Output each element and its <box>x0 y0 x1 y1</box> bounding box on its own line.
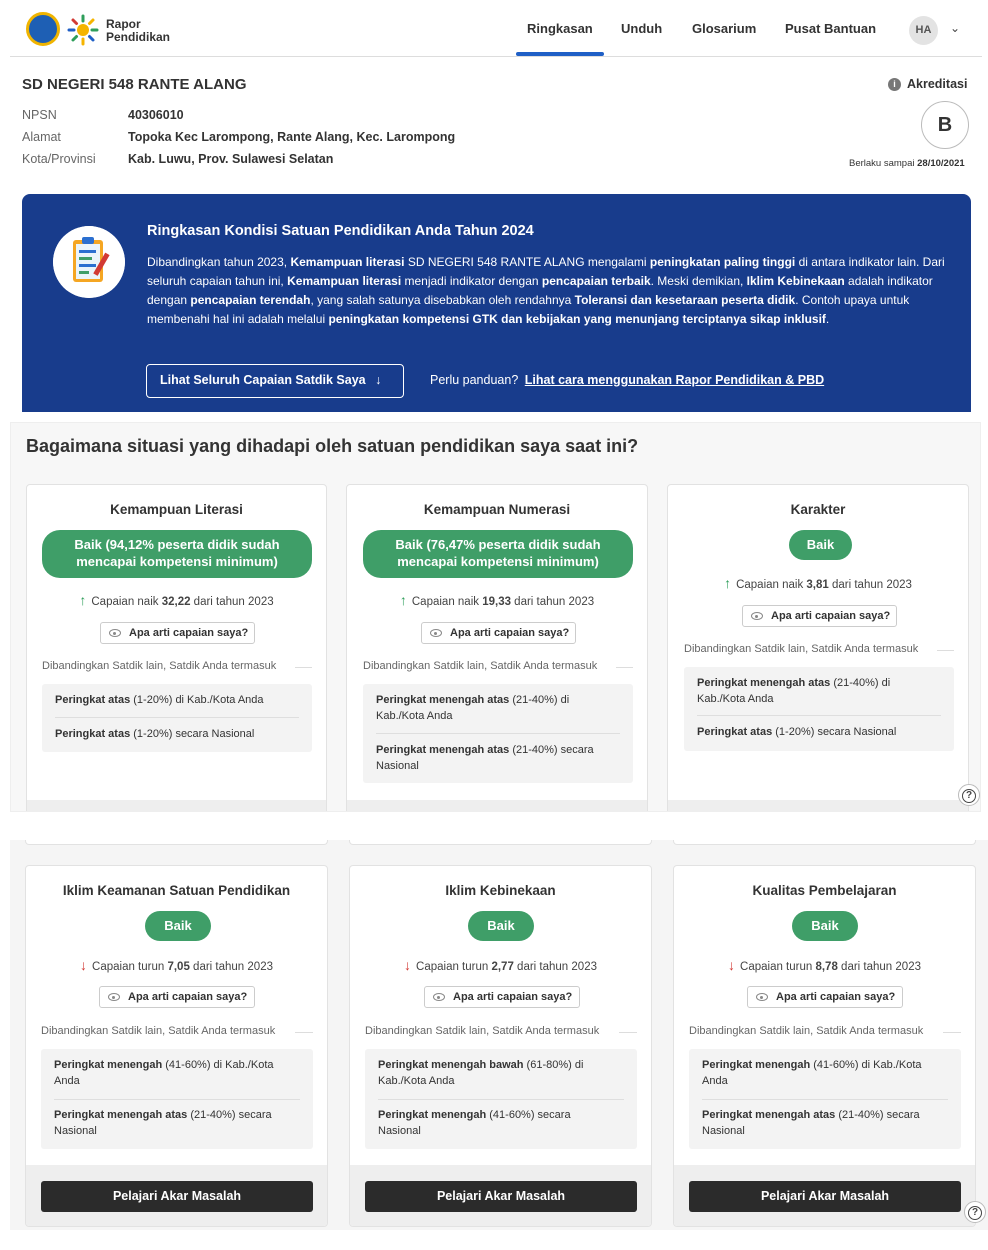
card-edge <box>25 840 328 845</box>
rank-kab: Peringkat atas (1-20%) di Kab./Kota Anda <box>55 694 264 706</box>
banner-text-segment: adalah indikator dengan <box>147 274 933 307</box>
divider <box>616 667 633 668</box>
change-indicator: ↑ Capaian naik 32,22 dari tahun 2023 <box>79 592 274 608</box>
divider <box>295 1032 313 1033</box>
nav-ringkasan[interactable]: Ringkasan <box>527 21 593 36</box>
card-kualitas-pembelajaran <box>673 865 976 1227</box>
situation-section-bottom <box>10 840 988 1230</box>
card-footer <box>668 800 968 812</box>
banner-text-segment: Dibandingkan tahun 2023, <box>147 255 291 269</box>
divider <box>54 1099 300 1100</box>
top-navbar <box>10 0 982 57</box>
eye-icon <box>109 629 121 637</box>
clipboard-report-icon <box>53 226 125 298</box>
divider <box>619 1032 637 1033</box>
card-kemampuan-numerasi <box>346 484 648 812</box>
arrow-down-icon: ↓ <box>80 957 88 973</box>
eye-icon <box>430 629 442 637</box>
apa-arti-button[interactable]: Apa arti capaian saya? <box>99 986 255 1008</box>
rank-nasional: Peringkat menengah atas (21-40%) secara Nasional <box>702 1109 920 1137</box>
npsn-label: NPSN <box>22 108 57 122</box>
summary-banner <box>22 194 971 412</box>
divider <box>943 1032 961 1033</box>
apa-arti-button[interactable]: Apa arti capaian saya? <box>747 986 903 1008</box>
status-badge: Baik (76,47% peserta didik sudah mencapai kompetensi minimum) <box>363 530 633 578</box>
pelajari-akar-masalah-button[interactable]: Pelajari Akar Masalah <box>689 1181 961 1212</box>
card-iklim-keamanan <box>25 865 328 1227</box>
rank-kab: Peringkat menengah (41-60%) di Kab./Kota Anda <box>54 1059 274 1087</box>
info-icon[interactable]: i <box>888 78 901 91</box>
arrow-up-icon: ↑ <box>724 575 732 591</box>
compare-label: Dibandingkan Satdik lain, Satdik Anda termasuk <box>42 660 277 672</box>
status-badge: Baik (94,12% peserta didik sudah mencapai kompetensi minimum) <box>42 530 312 578</box>
nav-glosarium[interactable]: Glosarium <box>692 21 757 36</box>
change-indicator: ↓ Capaian turun 2,77 dari tahun 2023 <box>404 957 597 973</box>
card-iklim-kebinekaan <box>349 865 652 1227</box>
rank-box <box>42 684 312 752</box>
rank-box <box>41 1049 313 1149</box>
nav-active-indicator <box>516 52 604 56</box>
section-title: Bagaimana situasi yang dihadapi oleh satuan pendidikan saya saat ini? <box>26 436 639 456</box>
compare-label: Dibandingkan Satdik lain, Satdik Anda termasuk <box>684 643 919 655</box>
arrow-up-icon: ↑ <box>399 592 407 608</box>
compare-label: Dibandingkan Satdik lain, Satdik Anda termasuk <box>41 1025 276 1037</box>
rank-kab: Peringkat menengah bawah (61-80%) di Kab./Kota Anda <box>378 1059 584 1087</box>
question-circle-icon[interactable]: ? <box>964 1201 986 1223</box>
guide-link[interactable]: Lihat cara menggunakan Rapor Pendidikan & PBD <box>524 373 825 387</box>
rank-box <box>684 667 954 751</box>
status-badge: Baik <box>145 911 211 941</box>
rank-box <box>365 1049 637 1149</box>
card-title: Karakter <box>790 502 846 517</box>
arrow-up-icon: ↑ <box>79 592 87 608</box>
card-edge <box>349 840 652 845</box>
school-name: SD NEGERI 548 RANTE ALANG <box>22 76 247 93</box>
card-title: Iklim Keamanan Satuan Pendidikan <box>62 883 291 898</box>
card-karakter <box>667 484 969 812</box>
divider <box>378 1099 624 1100</box>
akreditasi-label[interactable]: i Akreditasi <box>888 77 967 91</box>
arrow-down-icon: ↓ <box>375 373 382 387</box>
chevron-down-icon[interactable]: ⌄ <box>950 21 961 35</box>
banner-text-segment: , yang salah satunya disebabkan oleh rendahnya <box>310 293 575 307</box>
rank-nasional: Peringkat menengah atas (21-40%) secara Nasional <box>376 744 594 772</box>
akreditasi-validity: Berlaku sampai 28/10/2021 <box>849 158 965 169</box>
rank-nasional: Peringkat menengah (41-60%) secara Nasional <box>378 1109 571 1137</box>
banner-text-segment: Toleransi dan kesetaraan peserta didik <box>574 293 796 307</box>
banner-text-segment: pencapaian terendah <box>190 293 311 307</box>
change-indicator: ↓ Capaian turun 8,78 dari tahun 2023 <box>728 957 921 973</box>
user-avatar[interactable]: HA <box>909 16 938 45</box>
banner-text-segment: . <box>825 312 830 326</box>
apa-arti-button[interactable]: Apa arti capaian saya? <box>424 986 580 1008</box>
divider <box>697 715 941 716</box>
lihat-capaian-button[interactable]: Lihat Seluruh Capaian Satdik Saya ↓ <box>146 364 404 398</box>
rank-kab: Peringkat menengah atas (21-40%) di Kab./Kota Anda <box>697 677 891 705</box>
kota-label: Kota/Provinsi <box>22 152 96 166</box>
banner-text-segment: menjadi indikator dengan <box>401 274 542 288</box>
divider <box>295 667 312 668</box>
banner-text-segment: Kemampuan literasi <box>290 255 405 269</box>
divider <box>937 650 954 651</box>
banner-help: Perlu panduan? Lihat cara menggunakan Rapor Pendidikan & PBD <box>430 373 825 387</box>
banner-text-segment: . Contoh upaya untuk membenahi hal ini adalah melalui <box>147 293 910 326</box>
apa-arti-button[interactable]: Apa arti capaian saya? <box>100 622 255 644</box>
kota-value: Kab. Luwu, Prov. Sulawesi Selatan <box>128 152 334 166</box>
status-badge: Baik <box>789 530 852 560</box>
card-title: Kemampuan Literasi <box>110 502 243 517</box>
apa-arti-button[interactable]: Apa arti capaian saya? <box>421 622 576 644</box>
akreditasi-grade-badge: B <box>921 101 969 149</box>
card-footer <box>27 800 326 812</box>
divider <box>376 733 620 734</box>
rank-nasional: Peringkat menengah atas (21-40%) secara Nasional <box>54 1109 272 1137</box>
rank-box <box>689 1049 961 1149</box>
eye-icon <box>433 993 445 1001</box>
rank-kab: Peringkat menengah (41-60%) di Kab./Kota Anda <box>702 1059 922 1087</box>
card-edge <box>673 840 976 845</box>
change-indicator: ↑ Capaian naik 19,33 dari tahun 2023 <box>399 592 595 608</box>
alamat-value: Topoka Kec Larompong, Rante Alang, Kec. Larompong <box>128 130 456 144</box>
nav-pusat-bantuan[interactable]: Pusat Bantuan <box>785 21 877 36</box>
school-header-panel <box>10 0 982 412</box>
banner-text-segment: peningkatan kompetensi GTK dan kebijakan yang menunjang terciptanya sikap inklusif <box>328 312 826 326</box>
eye-icon <box>108 993 120 1001</box>
change-indicator: ↑ Capaian naik 3,81 dari tahun 2023 <box>724 575 912 591</box>
card-title: Iklim Kebinekaan <box>445 883 556 898</box>
rank-kab: Peringkat menengah atas (21-40%) di Kab./Kota Anda <box>376 694 570 722</box>
banner-summary-text <box>147 253 947 329</box>
divider <box>55 717 299 718</box>
arrow-down-icon: ↓ <box>404 957 412 973</box>
card-footer <box>347 800 647 812</box>
rank-nasional: Peringkat atas (1-20%) secara Nasional <box>697 726 897 738</box>
banner-text-segment: SD NEGERI 548 RANTE ALANG mengalami <box>404 255 650 269</box>
arrow-down-icon: ↓ <box>728 957 736 973</box>
banner-text-segment: peningkatan paling tinggi <box>649 255 796 269</box>
situation-section-top <box>10 422 981 812</box>
rapor-sun-logo <box>67 14 99 46</box>
banner-text-segment: Iklim Kebinekaan <box>746 274 845 288</box>
question-circle-icon[interactable]: ? <box>958 784 980 806</box>
banner-text-segment: . Meski demikian, <box>650 274 747 288</box>
alamat-label: Alamat <box>22 130 61 144</box>
card-kemampuan-literasi <box>26 484 327 812</box>
card-title: Kemampuan Numerasi <box>423 502 571 517</box>
eye-icon <box>751 612 763 620</box>
npsn-value: 40306010 <box>128 108 184 122</box>
eye-icon <box>756 993 768 1001</box>
brand-name: Rapor Pendidikan <box>106 17 171 44</box>
divider <box>702 1099 948 1100</box>
banner-text-segment: Kemampuan literasi <box>287 274 402 288</box>
apa-arti-button[interactable]: Apa arti capaian saya? <box>742 605 897 627</box>
banner-text-segment: pencapaian terbaik <box>541 274 651 288</box>
rank-nasional: Peringkat atas (1-20%) secara Nasional <box>55 728 255 740</box>
pelajari-akar-masalah-button[interactable]: Pelajari Akar Masalah <box>365 1181 637 1212</box>
rank-box <box>363 684 633 783</box>
compare-label: Dibandingkan Satdik lain, Satdik Anda termasuk <box>689 1025 924 1037</box>
change-indicator: ↓ Capaian turun 7,05 dari tahun 2023 <box>80 957 273 973</box>
status-badge: Baik <box>792 911 858 941</box>
compare-label: Dibandingkan Satdik lain, Satdik Anda termasuk <box>365 1025 600 1037</box>
nav-unduh[interactable]: Unduh <box>621 21 663 36</box>
card-title: Kualitas Pembelajaran <box>752 883 897 898</box>
pelajari-akar-masalah-button[interactable]: Pelajari Akar Masalah <box>41 1181 313 1212</box>
tut-wuri-logo <box>26 12 60 46</box>
banner-title: Ringkasan Kondisi Satuan Pendidikan Anda Tahun 2024 <box>147 223 534 239</box>
compare-label: Dibandingkan Satdik lain, Satdik Anda termasuk <box>363 660 598 672</box>
status-badge: Baik <box>468 911 534 941</box>
banner-text-segment: di antara indikator lain. Dari seluruh capaian tahun ini, <box>147 255 945 288</box>
